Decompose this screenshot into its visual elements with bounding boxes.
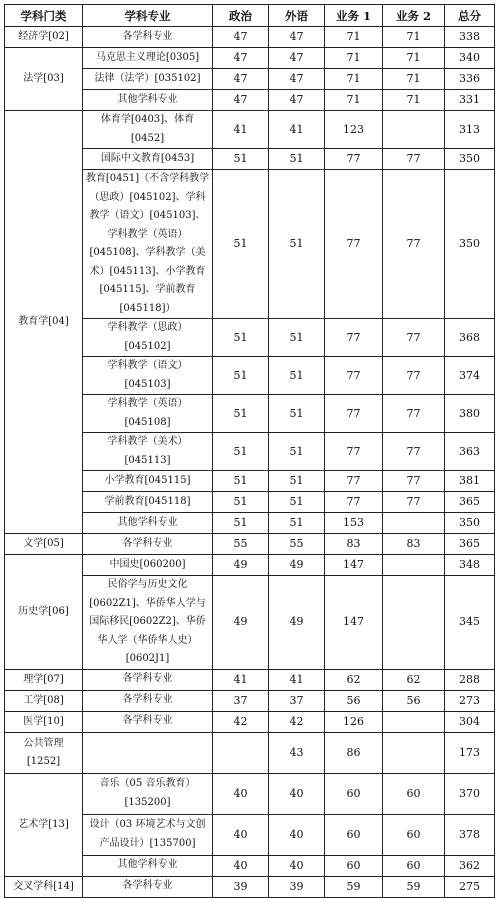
major-cell: 其他学科专业	[83, 90, 213, 111]
major-cell: 学科教学（思政）[045102]	[83, 319, 213, 357]
subject-1-score-cell: 147	[325, 555, 383, 576]
category-cell: 公共管理[1252]	[5, 732, 83, 773]
table-row	[5, 48, 495, 69]
table-body	[5, 27, 495, 898]
foreign-language-score-cell: 47	[269, 90, 325, 111]
subject-2-score-cell: 77	[383, 357, 445, 395]
subject-2-score-cell	[383, 513, 445, 534]
subject-2-score-cell: 71	[383, 69, 445, 90]
total-score-cell: 378	[445, 814, 495, 855]
subject-2-score-cell: 77	[383, 170, 445, 319]
subject-2-score-cell: 71	[383, 90, 445, 111]
politics-score-cell: 47	[213, 69, 269, 90]
total-score-cell: 173	[445, 732, 495, 773]
subject-2-score-cell: 77	[383, 471, 445, 492]
total-score-cell: 275	[445, 876, 495, 897]
politics-score-cell: 51	[213, 149, 269, 170]
subject-1-score-cell: 71	[325, 90, 383, 111]
total-score-cell: 350	[445, 513, 495, 534]
total-score-cell: 368	[445, 319, 495, 357]
politics-score-cell: 51	[213, 471, 269, 492]
politics-score-cell: 41	[213, 669, 269, 690]
politics-score-cell: 51	[213, 395, 269, 433]
major-cell: 学科教学（英语）[045108]	[83, 395, 213, 433]
subject-1-score-cell: 60	[325, 773, 383, 814]
header-row	[5, 5, 495, 27]
major-cell: 马克思主义理论[0305]	[83, 48, 213, 69]
major-cell: 各学科专业	[83, 876, 213, 897]
politics-score-cell: 40	[213, 855, 269, 876]
table-row	[5, 111, 495, 149]
major-cell: 各学科专业	[83, 534, 213, 555]
politics-score-cell: 40	[213, 814, 269, 855]
total-score-cell: 365	[445, 534, 495, 555]
category-cell: 医学[10]	[5, 711, 83, 732]
total-score-cell: 348	[445, 555, 495, 576]
subject-2-score-cell: 77	[383, 492, 445, 513]
total-score-cell: 288	[445, 669, 495, 690]
table-row	[5, 773, 495, 814]
major-cell: 体育学[0403]、体育[0452]	[83, 111, 213, 149]
subject-2-score-cell	[383, 111, 445, 149]
politics-score-cell: 40	[213, 773, 269, 814]
subject-2-score-cell: 77	[383, 149, 445, 170]
table-row	[5, 27, 495, 48]
foreign-language-score-cell: 51	[269, 395, 325, 433]
foreign-language-score-cell: 43	[269, 732, 325, 773]
category-cell: 交叉学科[14]	[5, 876, 83, 897]
politics-score-cell: 49	[213, 555, 269, 576]
subject-2-score-cell: 71	[383, 27, 445, 48]
category-cell: 文学[05]	[5, 534, 83, 555]
total-score-cell: 363	[445, 433, 495, 471]
category-cell: 经济学[02]	[5, 27, 83, 48]
total-score-cell: 350	[445, 170, 495, 319]
politics-score-cell	[213, 732, 269, 773]
header-subject-2: 业务 2	[383, 5, 445, 27]
subject-1-score-cell: 56	[325, 690, 383, 711]
foreign-language-score-cell: 39	[269, 876, 325, 897]
politics-score-cell: 51	[213, 492, 269, 513]
politics-score-cell: 55	[213, 534, 269, 555]
major-cell: 学前教育[045118]	[83, 492, 213, 513]
subject-1-score-cell: 71	[325, 48, 383, 69]
category-cell: 理学[07]	[5, 669, 83, 690]
politics-score-cell: 51	[213, 513, 269, 534]
table-row	[5, 876, 495, 897]
politics-score-cell: 42	[213, 711, 269, 732]
foreign-language-score-cell: 49	[269, 555, 325, 576]
subject-1-score-cell: 147	[325, 576, 383, 670]
major-cell: 学科教学（美术）[045113]	[83, 433, 213, 471]
table-row	[5, 690, 495, 711]
subject-2-score-cell: 77	[383, 395, 445, 433]
foreign-language-score-cell: 51	[269, 170, 325, 319]
subject-1-score-cell: 62	[325, 669, 383, 690]
header-foreign-language: 外语	[269, 5, 325, 27]
subject-2-score-cell	[383, 555, 445, 576]
foreign-language-score-cell: 51	[269, 149, 325, 170]
header-politics: 政治	[213, 5, 269, 27]
subject-2-score-cell: 71	[383, 48, 445, 69]
politics-score-cell: 51	[213, 357, 269, 395]
subject-1-score-cell: 60	[325, 814, 383, 855]
foreign-language-score-cell: 51	[269, 513, 325, 534]
major-cell: 设计（03 环境艺术与文创产品设计）[135700]	[83, 814, 213, 855]
major-cell: 音乐（05 音乐教育）[135200]	[83, 773, 213, 814]
subject-2-score-cell: 60	[383, 814, 445, 855]
category-cell: 艺术学[13]	[5, 773, 83, 876]
major-cell: 小学教育[045115]	[83, 471, 213, 492]
subject-2-score-cell: 56	[383, 690, 445, 711]
category-cell: 教育学[04]	[5, 111, 83, 534]
total-score-cell: 336	[445, 69, 495, 90]
table-row	[5, 669, 495, 690]
subject-2-score-cell: 60	[383, 855, 445, 876]
subject-1-score-cell: 77	[325, 149, 383, 170]
subject-2-score-cell: 59	[383, 876, 445, 897]
politics-score-cell: 47	[213, 27, 269, 48]
major-cell	[83, 732, 213, 773]
subject-1-score-cell: 83	[325, 534, 383, 555]
major-cell: 各学科专业	[83, 711, 213, 732]
politics-score-cell: 39	[213, 876, 269, 897]
total-score-cell: 374	[445, 357, 495, 395]
subject-2-score-cell: 83	[383, 534, 445, 555]
subject-2-score-cell	[383, 576, 445, 670]
major-cell: 其他学科专业	[83, 855, 213, 876]
subject-1-score-cell: 77	[325, 433, 383, 471]
subject-2-score-cell: 62	[383, 669, 445, 690]
foreign-language-score-cell: 42	[269, 711, 325, 732]
total-score-cell: 313	[445, 111, 495, 149]
politics-score-cell: 37	[213, 690, 269, 711]
header-subject-1: 业务 1	[325, 5, 383, 27]
score-table-container	[4, 4, 495, 898]
header-major: 学科专业	[83, 5, 213, 27]
total-score-cell: 345	[445, 576, 495, 670]
category-cell: 法学[03]	[5, 48, 83, 111]
subject-1-score-cell: 59	[325, 876, 383, 897]
total-score-cell: 273	[445, 690, 495, 711]
politics-score-cell: 51	[213, 433, 269, 471]
total-score-cell: 304	[445, 711, 495, 732]
subject-1-score-cell: 77	[325, 319, 383, 357]
foreign-language-score-cell: 51	[269, 357, 325, 395]
foreign-language-score-cell: 51	[269, 471, 325, 492]
major-cell: 国际中文教育[0453]	[83, 149, 213, 170]
politics-score-cell: 47	[213, 48, 269, 69]
foreign-language-score-cell: 40	[269, 855, 325, 876]
subject-1-score-cell: 77	[325, 471, 383, 492]
category-cell: 历史学[06]	[5, 555, 83, 670]
foreign-language-score-cell: 47	[269, 27, 325, 48]
total-score-cell: 362	[445, 855, 495, 876]
subject-1-score-cell: 86	[325, 732, 383, 773]
subject-1-score-cell: 60	[325, 855, 383, 876]
major-cell: 民俗学与历史文化[0602Z1]、华侨华人学与国际移民[0602Z2]、华侨华人学（华侨华人史）[0602J1]	[83, 576, 213, 670]
foreign-language-score-cell: 51	[269, 319, 325, 357]
subject-1-score-cell: 153	[325, 513, 383, 534]
subject-2-score-cell: 77	[383, 433, 445, 471]
subject-1-score-cell: 77	[325, 395, 383, 433]
major-cell: 各学科专业	[83, 669, 213, 690]
subject-1-score-cell: 77	[325, 170, 383, 319]
politics-score-cell: 49	[213, 576, 269, 670]
table-row	[5, 732, 495, 773]
foreign-language-score-cell: 37	[269, 690, 325, 711]
header-category: 学科门类	[5, 5, 83, 27]
total-score-cell: 340	[445, 48, 495, 69]
total-score-cell: 350	[445, 149, 495, 170]
subject-1-score-cell: 77	[325, 492, 383, 513]
table-row	[5, 555, 495, 576]
subject-1-score-cell: 77	[325, 357, 383, 395]
subject-2-score-cell: 60	[383, 773, 445, 814]
total-score-cell: 370	[445, 773, 495, 814]
subject-1-score-cell: 123	[325, 111, 383, 149]
score-table	[4, 4, 495, 898]
politics-score-cell: 51	[213, 319, 269, 357]
foreign-language-score-cell: 41	[269, 111, 325, 149]
major-cell: 教育[0451]（不含学科教学（思政）[045102]、学科教学（语文）[045103]、学科教学（英语）[045108]、学科教学（美术）[045113]、小学教育[045115]、学前教育[045118]）	[83, 170, 213, 319]
total-score-cell: 380	[445, 395, 495, 433]
foreign-language-score-cell: 55	[269, 534, 325, 555]
major-cell: 其他学科专业	[83, 513, 213, 534]
foreign-language-score-cell: 51	[269, 433, 325, 471]
foreign-language-score-cell: 47	[269, 69, 325, 90]
header-total: 总分	[445, 5, 495, 27]
foreign-language-score-cell: 41	[269, 669, 325, 690]
foreign-language-score-cell: 40	[269, 773, 325, 814]
major-cell: 法律（法学）[035102]	[83, 69, 213, 90]
foreign-language-score-cell: 49	[269, 576, 325, 670]
major-cell: 各学科专业	[83, 27, 213, 48]
total-score-cell: 381	[445, 471, 495, 492]
subject-2-score-cell: 77	[383, 319, 445, 357]
foreign-language-score-cell: 51	[269, 492, 325, 513]
major-cell: 中国史[060200]	[83, 555, 213, 576]
subject-1-score-cell: 71	[325, 69, 383, 90]
politics-score-cell: 47	[213, 90, 269, 111]
politics-score-cell: 41	[213, 111, 269, 149]
total-score-cell: 365	[445, 492, 495, 513]
subject-1-score-cell: 126	[325, 711, 383, 732]
politics-score-cell: 51	[213, 170, 269, 319]
subject-2-score-cell	[383, 732, 445, 773]
table-row	[5, 534, 495, 555]
total-score-cell: 338	[445, 27, 495, 48]
major-cell: 学科教学（语文）[045103]	[83, 357, 213, 395]
total-score-cell: 331	[445, 90, 495, 111]
major-cell: 各学科专业	[83, 690, 213, 711]
foreign-language-score-cell: 40	[269, 814, 325, 855]
category-cell: 工学[08]	[5, 690, 83, 711]
subject-1-score-cell: 71	[325, 27, 383, 48]
foreign-language-score-cell: 47	[269, 48, 325, 69]
